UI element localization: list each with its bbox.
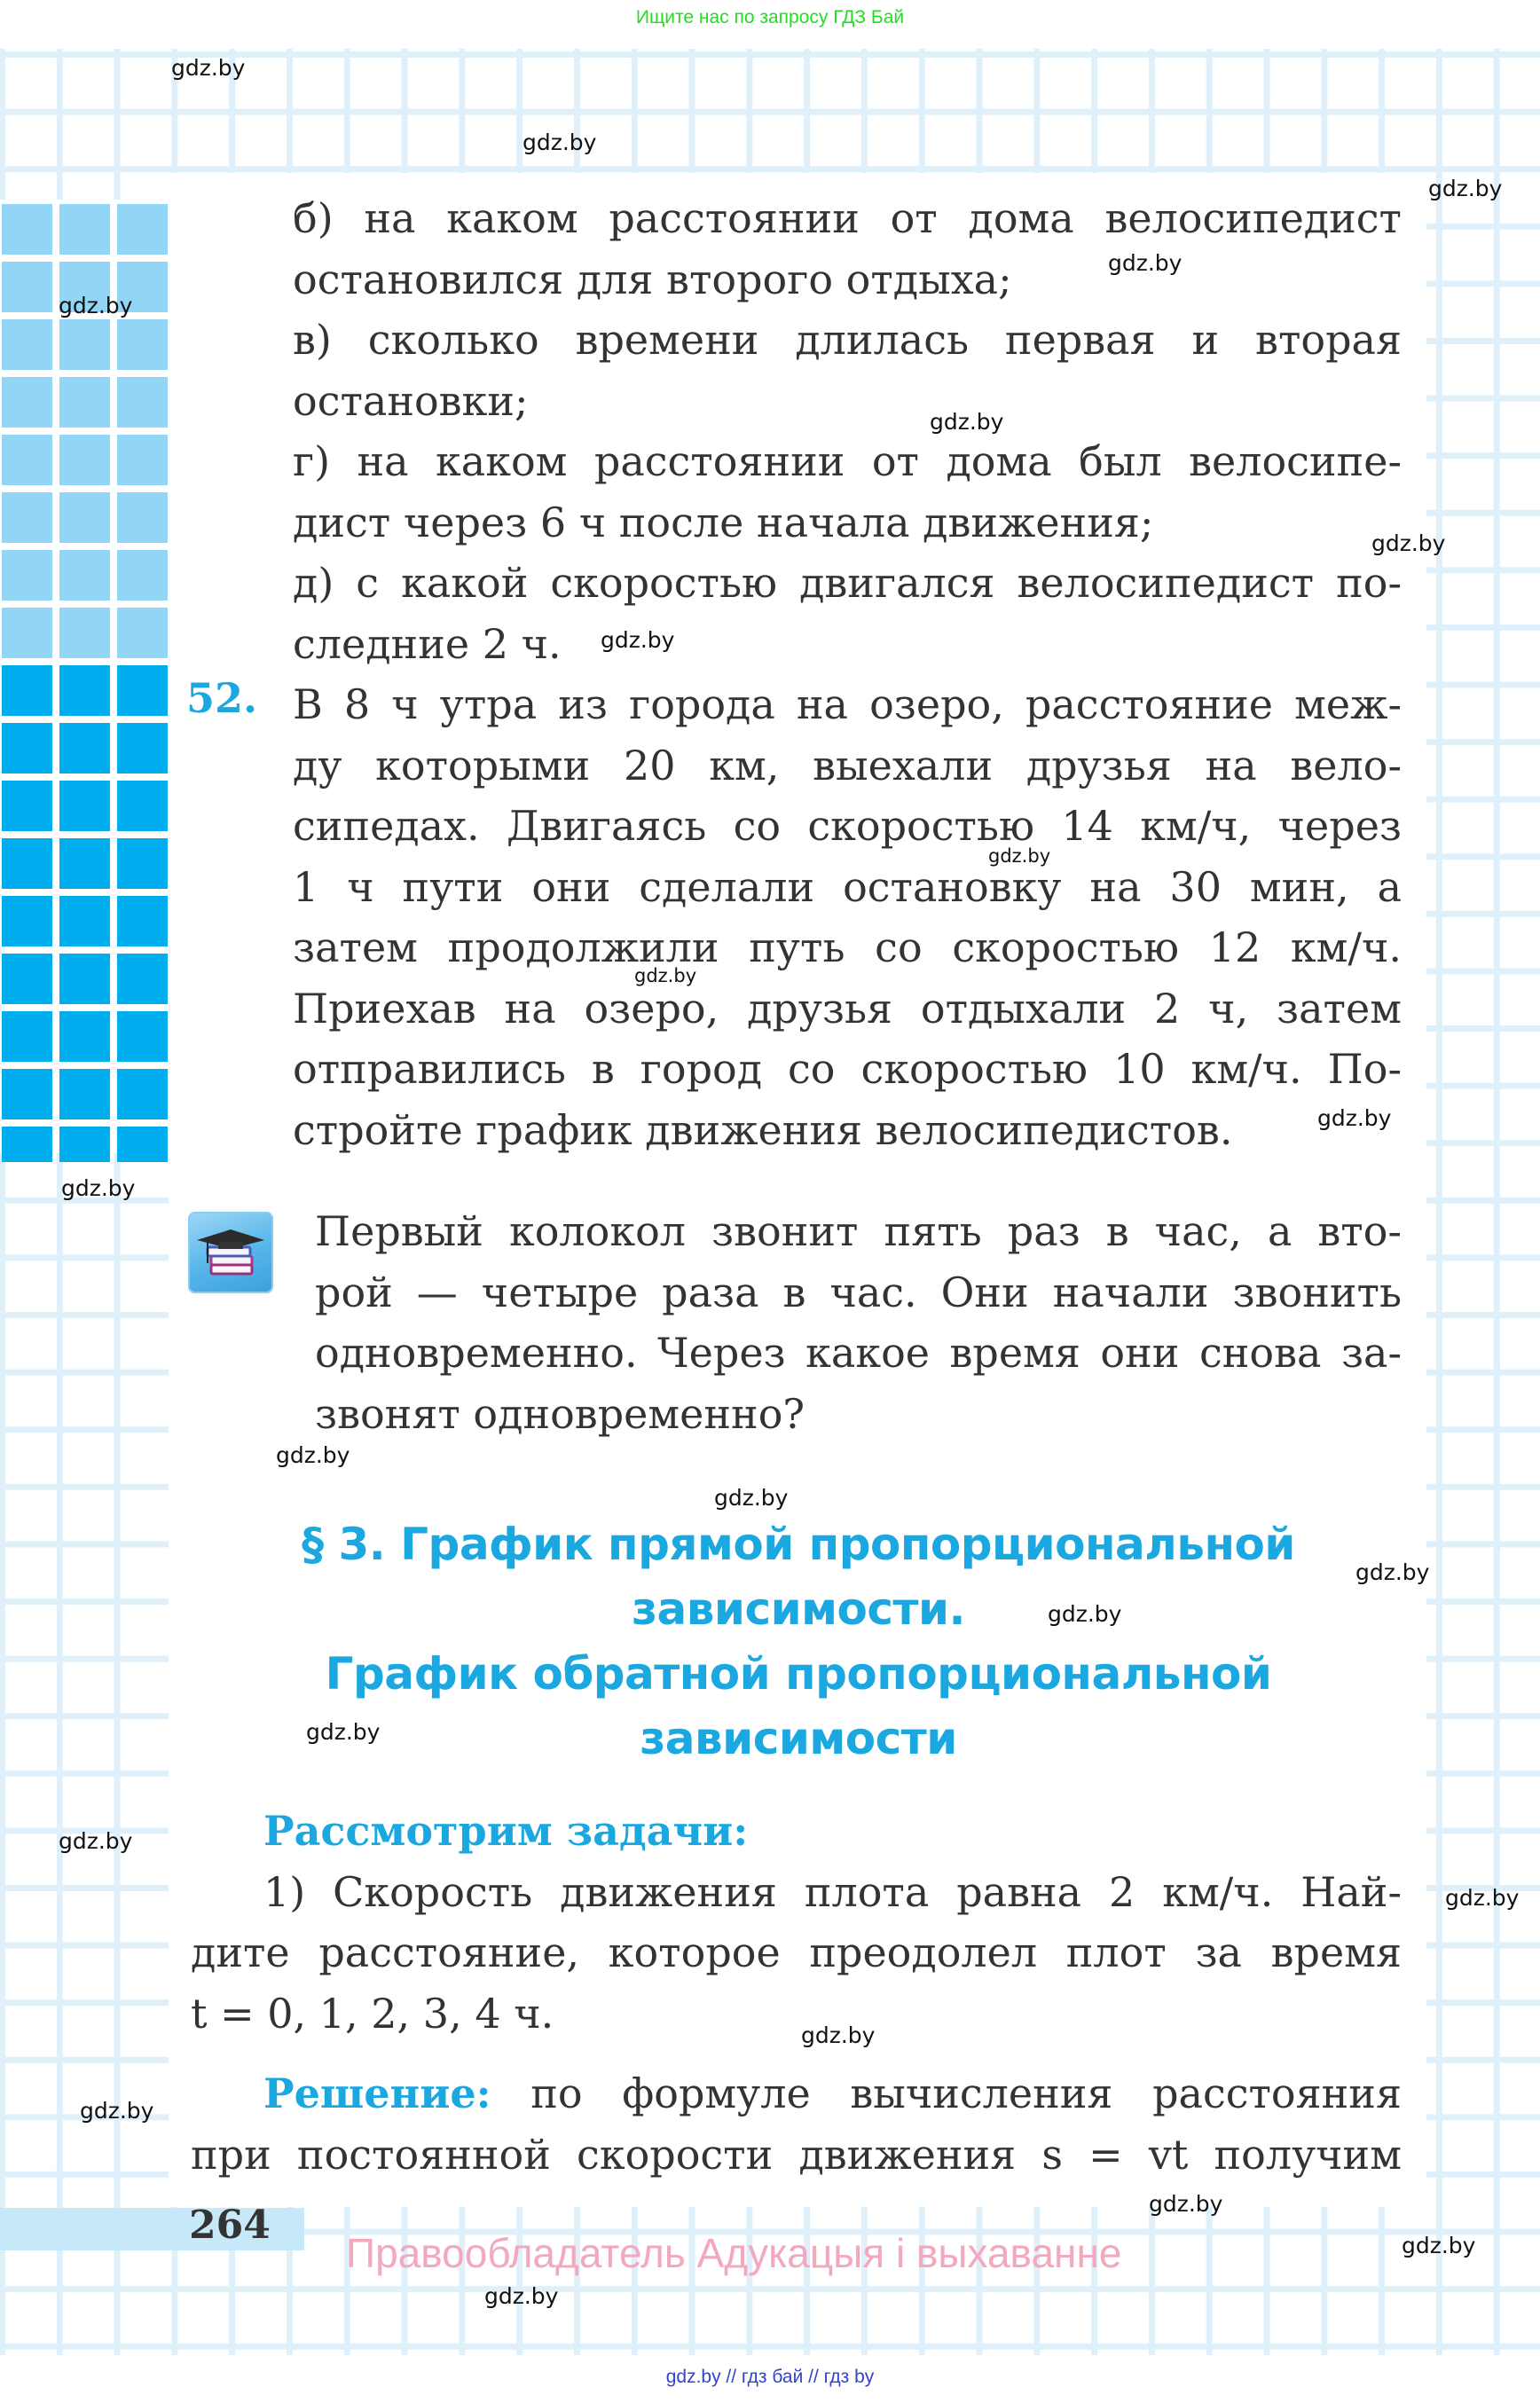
section-heading-line: § 3. График прямой пропорциональной [302, 1519, 1295, 1570]
watermark: gdz.by [1108, 250, 1182, 276]
text-line: следние 2 ч. [293, 619, 562, 668]
text-line: остановки; [293, 376, 529, 425]
watermark: gdz.by [1149, 2191, 1223, 2217]
text-line: В 8 ч утра из города на озеро, расстояние меж- [293, 680, 1402, 728]
watermark: gdz.by [80, 2098, 154, 2124]
graduation-cap-books-icon [188, 1212, 273, 1293]
text-line: сипедах. Двигаясь со скоростью 14 км/ч, через [293, 802, 1402, 850]
watermark: gdz.by [1402, 2233, 1476, 2258]
text-line: рой — четыре раза в час. Они начали звонить [315, 1268, 1402, 1316]
examples-section [191, 1801, 1402, 2185]
text-line: г) на каком расстоянии от дома был велосипе- [293, 437, 1402, 485]
watermark: gdz.by [634, 965, 697, 986]
footer-links[interactable]: gdz.by // гдз бай // гдз by [665, 2367, 875, 2387]
text-line: звонят одновременно? [315, 1389, 805, 1438]
task-52-text [293, 674, 1402, 1160]
watermark: gdz.by [801, 2022, 876, 2048]
page-number: 264 [189, 2203, 271, 2248]
section-heading-line: зависимости. [631, 1583, 965, 1635]
watermark: gdz.by [930, 409, 1004, 435]
top-banner: Ищите нас по запросу ГДЗ Бай [635, 7, 905, 27]
decorative-tile-strip [2, 204, 169, 1169]
watermark: gdz.by [276, 1442, 350, 1468]
text-line: б) на каком расстоянии от дома велосипедист [293, 194, 1402, 242]
watermark: gdz.by [1317, 1105, 1392, 1131]
solution-label: Решение: [263, 2069, 491, 2117]
text-line: 1) Скорость движения плота равна 2 км/ч. Най- [263, 1867, 1402, 1916]
text-line: одновременно. Через какое время они снова за- [315, 1329, 1402, 1377]
watermark: gdz.by [1355, 1559, 1430, 1585]
text-line: остановился для второго отдыха; [293, 255, 1012, 303]
watermark: gdz.by [59, 1828, 133, 1854]
puzzle-text [315, 1201, 1402, 1444]
text-line: Первый колокол звонит пять раз в час, а вто- [315, 1207, 1402, 1255]
text-line: t = 0, 1, 2, 3, 4 ч. [191, 1989, 554, 2038]
examples-label: Рассмотрим задачи: [263, 1807, 749, 1855]
watermark: gdz.by [1048, 1601, 1122, 1627]
text-line: Приехав на озеро, друзья отдыхали 2 ч, затем [293, 984, 1402, 1033]
solution-text: по формуле вычисления расстояния [491, 2069, 1402, 2117]
text-line: дите расстояние, которое преодолел плот за время [191, 1928, 1402, 1976]
watermark: gdz.by [484, 2283, 559, 2309]
previous-task-continuation [293, 188, 1402, 674]
text-line: отправились в город со скоростью 10 км/ч. По- [293, 1045, 1402, 1093]
section-heading-line: График обратной пропорциональной [325, 1648, 1272, 1700]
text-line: стройте график движения велосипедистов. [293, 1105, 1233, 1154]
text-line: 1 ч пути они сделали остановку на 30 мин, а [293, 862, 1402, 911]
watermark: gdz.by [522, 130, 597, 155]
copyright-notice: Правообладатель Адукацыя і выхаванне [346, 2230, 1122, 2276]
watermark: gdz.by [1445, 1885, 1520, 1911]
watermark: gdz.by [59, 293, 133, 318]
watermark: gdz.by [61, 1175, 136, 1201]
task-number-52: 52. [186, 674, 258, 722]
watermark: gdz.by [306, 1719, 381, 1745]
watermark: gdz.by [601, 627, 675, 653]
watermark: gdz.by [1428, 176, 1503, 201]
text-line: дист через 6 ч после начала движения; [293, 498, 1154, 546]
watermark: gdz.by [714, 1485, 789, 1511]
text-line: затем продолжили путь со скоростью 12 км/ч. [293, 923, 1402, 971]
watermark: gdz.by [988, 845, 1051, 867]
text-line: ду которыми 20 км, выехали друзья на вело- [293, 741, 1402, 789]
text-line: в) сколько времени длилась первая и вторая [293, 316, 1402, 364]
section-heading-line: зависимости [640, 1713, 957, 1764]
watermark: gdz.by [171, 55, 246, 81]
watermark: gdz.by [1371, 530, 1446, 556]
section-heading [266, 1512, 1331, 1771]
text-line: при постоянной скорости движения s = vt получим [191, 2130, 1402, 2179]
text-line: д) с какой скоростью двигался велосипедист по- [293, 559, 1402, 607]
